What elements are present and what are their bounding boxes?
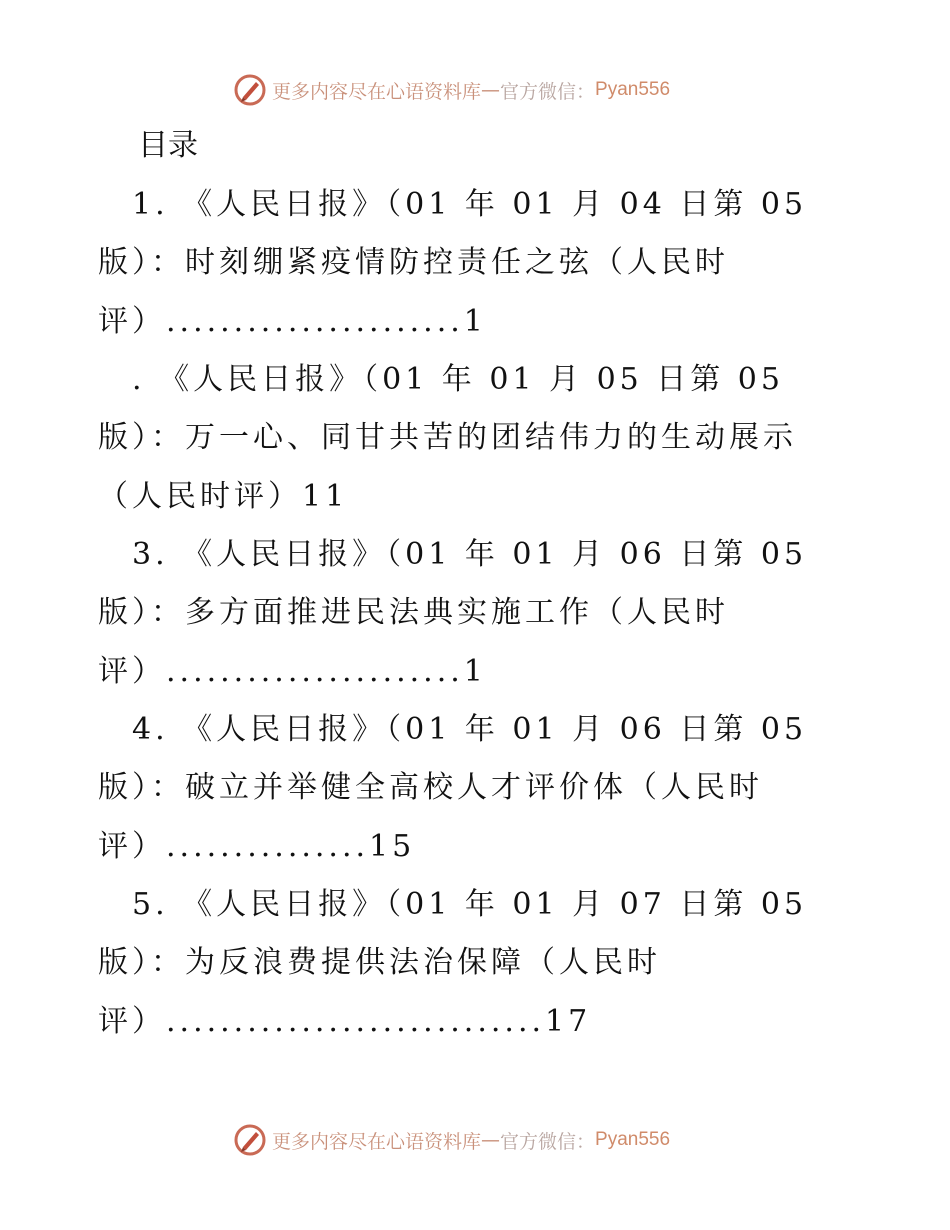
toc-entry-3-line-1[interactable]: 3. 《人民日报》（01 年 01 月 06 日第 05 xyxy=(132,537,808,572)
header-banner xyxy=(232,72,712,108)
toc-entry-4-line-1[interactable]: 4. 《人民日报》（01 年 01 月 06 日第 05 xyxy=(132,712,808,747)
pen-circle-logo-icon xyxy=(232,1122,268,1158)
toc-entry-4-line-3[interactable]: 评）...............15 xyxy=(98,829,416,864)
toc-entry-1-line-1[interactable]: 1. 《人民日报》（01 年 01 月 04 日第 05 xyxy=(132,187,808,222)
banner-wechat-label: 官方微信： xyxy=(500,80,596,103)
toc-entry-2-line-2[interactable]: 版）：万一心、同甘共苦的团结伟力的生动展示 xyxy=(98,420,797,455)
banner-separator: — xyxy=(481,79,501,101)
toc-entry-4-line-2[interactable]: 版）：破立并举健全高校人才评价体（人民时 xyxy=(98,770,763,805)
toc-entry-2-line-1[interactable]: . 《人民日报》（01 年 01 月 05 日第 05 xyxy=(132,362,784,397)
footer-banner xyxy=(232,1122,712,1158)
toc-entry-2-line-3[interactable]: （人民时评）11 xyxy=(98,479,349,514)
toc-title: 目录 xyxy=(138,128,198,163)
banner-text: 更多内容尽在心语资料库 xyxy=(272,80,482,103)
banner-wechat-label: 官方微信： xyxy=(500,1130,596,1153)
toc-entry-5-line-3[interactable]: 评）............................17 xyxy=(98,1004,592,1039)
toc-entry-5-line-2[interactable]: 版）：为反浪费提供法治保障（人民时 xyxy=(98,945,661,980)
toc-entry-3-line-3[interactable]: 评）......................1 xyxy=(98,654,487,689)
toc-entry-5-line-1[interactable]: 5. 《人民日报》（01 年 01 月 07 日第 05 xyxy=(132,887,808,922)
banner-text: 更多内容尽在心语资料库 xyxy=(272,1130,482,1153)
toc-entry-1-line-2[interactable]: 版）：时刻绷紧疫情防控责任之弦（人民时 xyxy=(98,245,729,280)
toc-entry-3-line-2[interactable]: 版）：多方面推进民法典实施工作（人民时 xyxy=(98,595,729,630)
banner-wechat-id: Pyan556 xyxy=(595,1129,671,1150)
pen-circle-logo-icon xyxy=(232,72,268,108)
banner-separator: — xyxy=(481,1129,501,1151)
toc-entry-1-line-3[interactable]: 评）......................1 xyxy=(98,304,487,339)
banner-wechat-id: Pyan556 xyxy=(595,79,671,100)
